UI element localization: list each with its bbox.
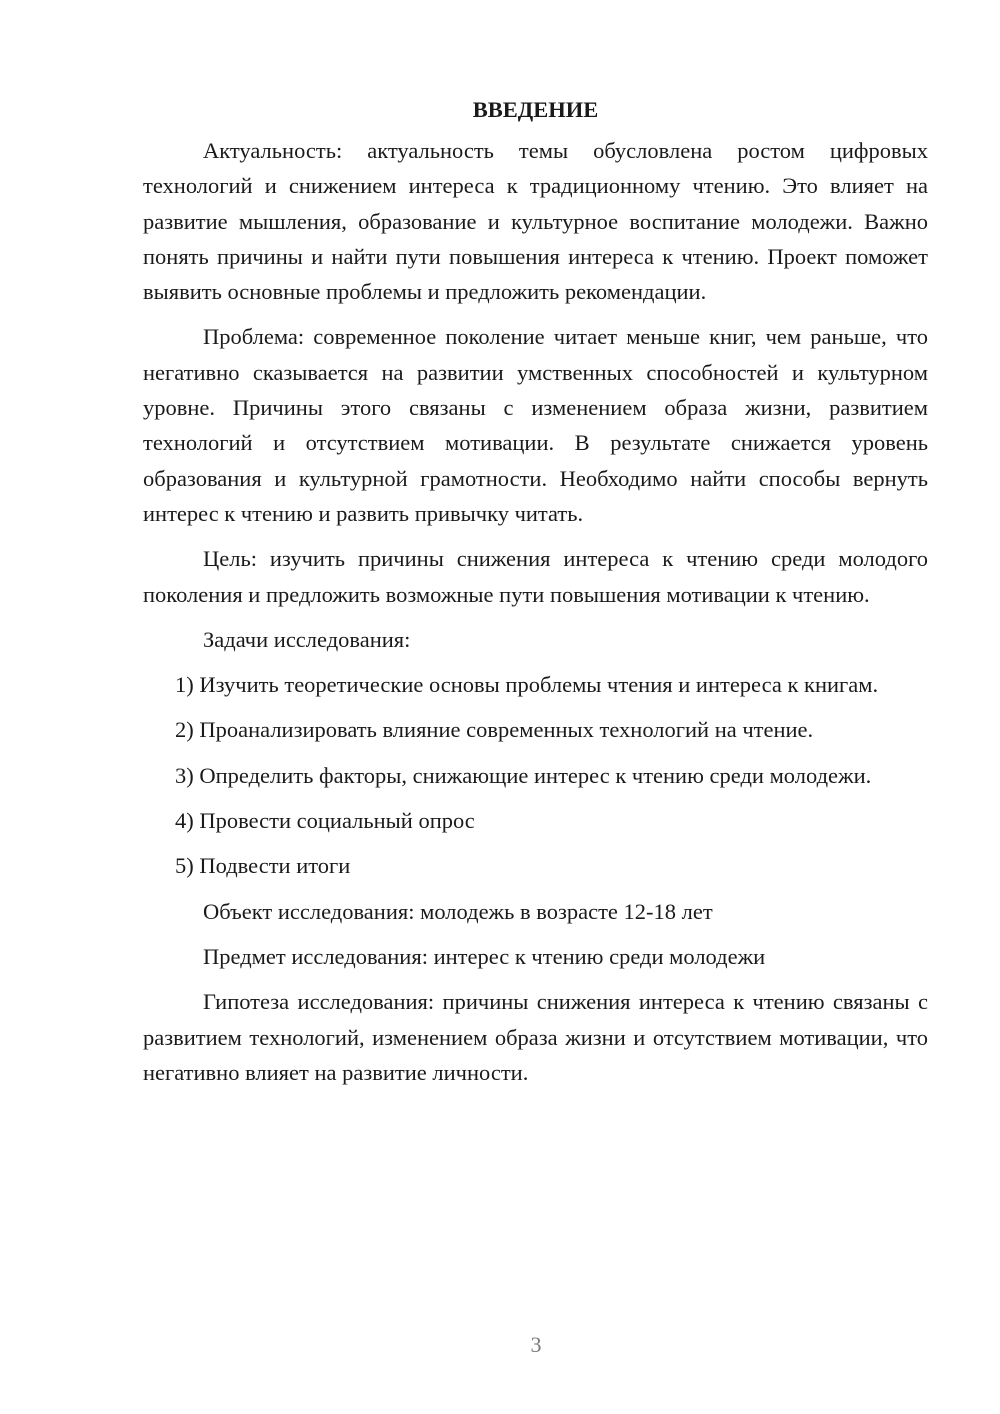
relevance-paragraph: Актуальность: актуальность темы обусловлена ростом цифровых технологий и снижением интереса к традиционному чтению. Это влияет на развитие мышления, образование и культурное воспитание молодежи. Важно понять причины и найти пути повышения интереса к чтению. Проект поможет выявить основные проблемы и предложить рекомендации.: [143, 138, 928, 305]
page-number: 3: [530, 1332, 542, 1357]
document-page: [143, 92, 928, 1100]
task-item-2: 2) Проанализировать влияние современных технологий на чтение.: [175, 717, 814, 743]
object-paragraph: Объект исследования: молодежь в возрасте 12-18 лет: [203, 898, 713, 924]
tasks-heading: Задачи исследования:: [203, 626, 411, 652]
goal-paragraph: Цель: изучить причины снижения интереса к чтению среди молодого поколения и предложить возможные пути повышения мотивации к чтению.: [143, 546, 928, 607]
subject-paragraph: Предмет исследования: интерес к чтению среди молодежи: [203, 943, 766, 969]
task-item-5: 5) Подвести итоги: [175, 853, 351, 879]
page-title: ВВЕДЕНИЕ: [472, 97, 599, 122]
task-item-4: 4) Провести социальный опрос: [175, 808, 475, 834]
task-item-1: 1) Изучить теоретические основы проблемы чтения и интереса к книгам.: [175, 672, 879, 698]
hypothesis-paragraph: Гипотеза исследования: причины снижения интереса к чтению связаны с развитием технологий, изменением образа жизни и отсутствием мотивации, что негативно влияет на развитие личности.: [143, 989, 928, 1085]
task-item-3: 3) Определить факторы, снижающие интерес к чтению среди молодежи.: [175, 762, 872, 788]
problem-paragraph: Проблема: современное поколение читает меньше книг, чем раньше, что негативно сказывается на развитии умственных способностей и культурном уровне. Причины этого связаны с изменением образа жизни, развитием технологий и отсутствием мотивации. В результате снижается уровень образования и культурной грамотности. Необходимо найти способы вернуть интерес к чтению и развить привычку читать.: [143, 324, 928, 526]
